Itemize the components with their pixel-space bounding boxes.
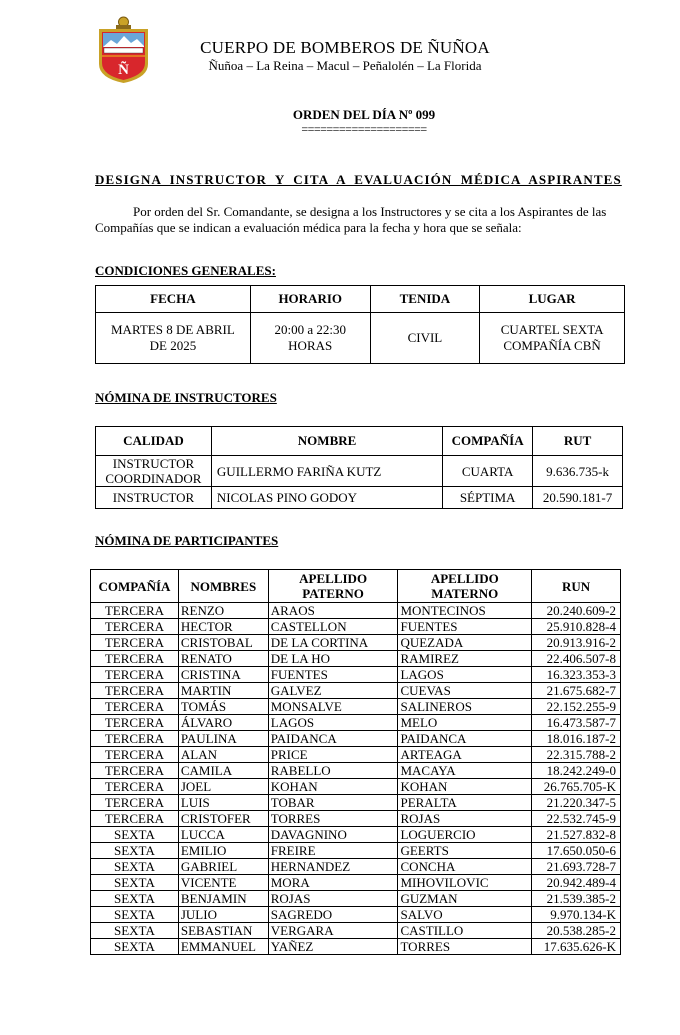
participants-body [91,603,621,955]
participant-apellido-materno: LAGOS [398,667,532,683]
participants-heading: NÓMINA DE PARTICIPANTES [95,533,279,548]
participant-apellido-paterno: TORRES [268,811,398,827]
participant-nombre: LUIS [178,795,268,811]
participant-compania: SEXTA [91,907,179,923]
participant-run: 18.242.249-0 [532,763,621,779]
header-apellido-materno [398,570,532,603]
order-paragraph [95,204,635,236]
participant-compania: TERCERA [91,763,179,779]
participant-nombre: ALAN [178,747,268,763]
participant-apellido-materno: KOHAN [398,779,532,795]
cell-lugar [480,313,625,364]
participant-nombre: BENJAMIN [178,891,268,907]
cell-fecha [96,313,251,364]
participant-row [91,683,621,699]
participant-apellido-paterno: PRICE [268,747,398,763]
participant-apellido-materno: QUEZADA [398,635,532,651]
participant-compania: TERCERA [91,635,179,651]
participant-apellido-materno: RAMIREZ [398,651,532,667]
participant-nombre: PAULINA [178,731,268,747]
participant-apellido-materno: MIHOVILOVIC [398,875,532,891]
instructor-compania: SÉPTIMA [443,487,533,509]
participant-nombre: EMMANUEL [178,939,268,955]
participant-row [91,747,621,763]
participant-apellido-materno: ROJAS [398,811,532,827]
participant-row [91,923,621,939]
header-tenida: TENIDA [370,286,480,313]
participant-run: 21.527.832-8 [532,827,621,843]
participant-apellido-paterno: RABELLO [268,763,398,779]
participant-apellido-materno: MACAYA [398,763,532,779]
conditions-header-row [96,286,625,313]
order-paragraph-text: Por orden del Sr. Comandante, se designa a los Instructores y se cita a los Aspirantes de las Compañías que se indican a evaluación médica para la fecha y hora que se señala: [95,204,607,235]
header-compania: COMPAÑÍA [443,427,533,456]
cell-fecha-text: MARTES 8 DE ABRIL DE 2025 [111,322,235,353]
participant-run: 25.910.828-4 [532,619,621,635]
participant-nombre: RENZO [178,603,268,619]
participant-apellido-materno: MELO [398,715,532,731]
header-compania: COMPAÑÍA [91,570,179,603]
cell-horario-text: 20:00 a 22:30 HORAS [274,322,346,353]
participant-run: 20.240.609-2 [532,603,621,619]
participant-apellido-paterno: FUENTES [268,667,398,683]
participant-apellido-paterno: MONSALVE [268,699,398,715]
header-nombres: NOMBRES [178,570,268,603]
participant-run: 20.538.285-2 [532,923,621,939]
participant-compania: TERCERA [91,715,179,731]
participant-nombre: JOEL [178,779,268,795]
participant-compania: TERCERA [91,811,179,827]
participant-run: 16.323.353-3 [532,667,621,683]
participant-apellido-materno: CUEVAS [398,683,532,699]
order-title: ORDEN DEL DÍA Nº 099 [292,107,436,122]
participant-nombre: CAMILA [178,763,268,779]
cell-tenida: CIVIL [370,313,480,364]
participant-nombre: LUCCA [178,827,268,843]
participant-apellido-materno: TORRES [398,939,532,955]
participant-compania: SEXTA [91,859,179,875]
participant-run: 17.650.050-6 [532,843,621,859]
participant-row [91,827,621,843]
participant-apellido-paterno: KOHAN [268,779,398,795]
participant-apellido-materno: PAIDANCA [398,731,532,747]
order-subject: DESIGNA INSTRUCTOR Y CITA A EVALUACIÓN MÉDICA ASPIRANTES [95,172,622,187]
instructor-nombre: GUILLERMO FARIÑA KUTZ [211,456,442,487]
participant-compania: TERCERA [91,779,179,795]
instructor-calidad-text: INSTRUCTOR COORDINADOR [105,456,202,486]
conditions-heading: CONDICIONES GENERALES: [95,263,276,278]
participant-run: 21.675.682-7 [532,683,621,699]
participant-compania: TERCERA [91,795,179,811]
participant-apellido-materno: SALINEROS [398,699,532,715]
participant-nombre: JULIO [178,907,268,923]
participant-apellido-paterno: YAÑEZ [268,939,398,955]
participant-apellido-paterno: CASTELLON [268,619,398,635]
participant-compania: SEXTA [91,827,179,843]
instructor-rut: 9.636.735-k [533,456,623,487]
department-title: CUERPO DE BOMBEROS DE ÑUÑOA [200,38,490,57]
participant-row [91,619,621,635]
participant-apellido-paterno: GALVEZ [268,683,398,699]
participant-run: 16.473.587-7 [532,715,621,731]
participant-run: 20.942.489-4 [532,875,621,891]
participant-apellido-paterno: FREIRE [268,843,398,859]
order-title-rule: ==================== [301,122,427,136]
participant-run: 20.913.916-2 [532,635,621,651]
participant-nombre: GABRIEL [178,859,268,875]
participant-nombre: CRISTOBAL [178,635,268,651]
participant-run: 18.016.187-2 [532,731,621,747]
participant-nombre: RENATO [178,651,268,667]
participants-table [90,569,621,955]
participant-compania: TERCERA [91,619,179,635]
instructor-compania: CUARTA [443,456,533,487]
participant-apellido-paterno: DE LA HO [268,651,398,667]
participant-apellido-materno: GUZMAN [398,891,532,907]
participant-row [91,635,621,651]
department-communes: Ñuñoa – La Reina – Macul – Peñalolén – La Florida [208,58,482,73]
instructors-table [95,426,623,509]
instructors-header-row [96,427,623,456]
header-apellido-paterno [268,570,398,603]
participant-row [91,731,621,747]
cell-lugar-text: CUARTEL SEXTA COMPAÑÍA CBÑ [500,322,604,353]
participant-apellido-paterno: MORA [268,875,398,891]
participant-apellido-paterno: DE LA CORTINA [268,635,398,651]
participant-apellido-paterno: VERGARA [268,923,398,939]
instructors-heading: NÓMINA DE INSTRUCTORES [95,390,277,405]
participants-header-row [91,570,621,603]
participant-run: 22.315.788-2 [532,747,621,763]
participant-compania: TERCERA [91,651,179,667]
participant-apellido-paterno: ROJAS [268,891,398,907]
participant-run: 26.765.705-K [532,779,621,795]
header-horario: HORARIO [250,286,370,313]
participant-nombre: HECTOR [178,619,268,635]
instructor-nombre: NICOLAS PINO GODOY [211,487,442,509]
participant-compania: SEXTA [91,939,179,955]
header-nombre: NOMBRE [211,427,442,456]
header-rut: RUT [533,427,623,456]
participant-apellido-materno: PERALTA [398,795,532,811]
participant-run: 17.635.626-K [532,939,621,955]
participant-run: 22.152.255-9 [532,699,621,715]
participant-apellido-materno: LOGUERCIO [398,827,532,843]
participant-compania: SEXTA [91,923,179,939]
participant-row [91,651,621,667]
conditions-row [96,313,625,364]
participant-nombre: CRISTINA [178,667,268,683]
participant-apellido-materno: FUENTES [398,619,532,635]
header-fecha: FECHA [96,286,251,313]
participant-nombre: MARTIN [178,683,268,699]
participant-compania: TERCERA [91,747,179,763]
participant-nombre: EMILIO [178,843,268,859]
participant-compania: TERCERA [91,731,179,747]
participant-apellido-paterno: LAGOS [268,715,398,731]
participant-row [91,843,621,859]
participant-nombre: TOMÁS [178,699,268,715]
participant-nombre: SEBASTIAN [178,923,268,939]
participant-run: 21.693.728-7 [532,859,621,875]
participant-row [91,603,621,619]
participant-apellido-materno: CONCHA [398,859,532,875]
instructor-row [96,487,623,509]
participant-compania: TERCERA [91,667,179,683]
participant-run: 22.406.507-8 [532,651,621,667]
participant-nombre: CRISTOFER [178,811,268,827]
participant-apellido-paterno: HERNANDEZ [268,859,398,875]
participant-compania: SEXTA [91,843,179,859]
participant-row [91,891,621,907]
participant-apellido-materno: GEERTS [398,843,532,859]
participant-compania: TERCERA [91,699,179,715]
header-run: RUN [532,570,621,603]
participant-row [91,907,621,923]
participant-run: 22.532.745-9 [532,811,621,827]
participant-apellido-materno: CASTILLO [398,923,532,939]
participant-apellido-paterno: TOBAR [268,795,398,811]
conditions-table [95,285,625,364]
participant-row [91,779,621,795]
participant-nombre: VICENTE [178,875,268,891]
svg-text:Ñ: Ñ [118,62,129,78]
instructor-calidad [96,456,212,487]
instructor-rut: 20.590.181-7 [533,487,623,509]
participant-compania: TERCERA [91,603,179,619]
participant-run: 21.220.347-5 [532,795,621,811]
participant-row [91,795,621,811]
cell-horario [250,313,370,364]
instructor-calidad: INSTRUCTOR [96,487,212,509]
participant-row [91,763,621,779]
participant-compania: TERCERA [91,683,179,699]
participant-run: 21.539.385-2 [532,891,621,907]
participant-compania: SEXTA [91,875,179,891]
participant-row [91,667,621,683]
participant-row [91,811,621,827]
instructor-row [96,456,623,487]
participant-apellido-paterno: ARAOS [268,603,398,619]
participant-apellido-materno: MONTECINOS [398,603,532,619]
participant-row [91,715,621,731]
participant-apellido-paterno: DAVAGNINO [268,827,398,843]
participant-row [91,699,621,715]
fire-department-logo [96,16,151,84]
header-apellido-materno-text: APELLIDO MATERNO [430,571,499,601]
participant-apellido-materno: ARTEAGA [398,747,532,763]
participant-row [91,875,621,891]
participant-run: 9.970.134-K [532,907,621,923]
participant-apellido-materno: SALVO [398,907,532,923]
header-apellido-paterno-text: APELLIDO PATERNO [299,571,368,601]
header-calidad: CALIDAD [96,427,212,456]
participant-nombre: ÁLVARO [178,715,268,731]
participant-apellido-paterno: PAIDANCA [268,731,398,747]
participant-row [91,939,621,955]
participant-apellido-paterno: SAGREDO [268,907,398,923]
header-lugar: LUGAR [480,286,625,313]
participant-compania: SEXTA [91,891,179,907]
participant-row [91,859,621,875]
